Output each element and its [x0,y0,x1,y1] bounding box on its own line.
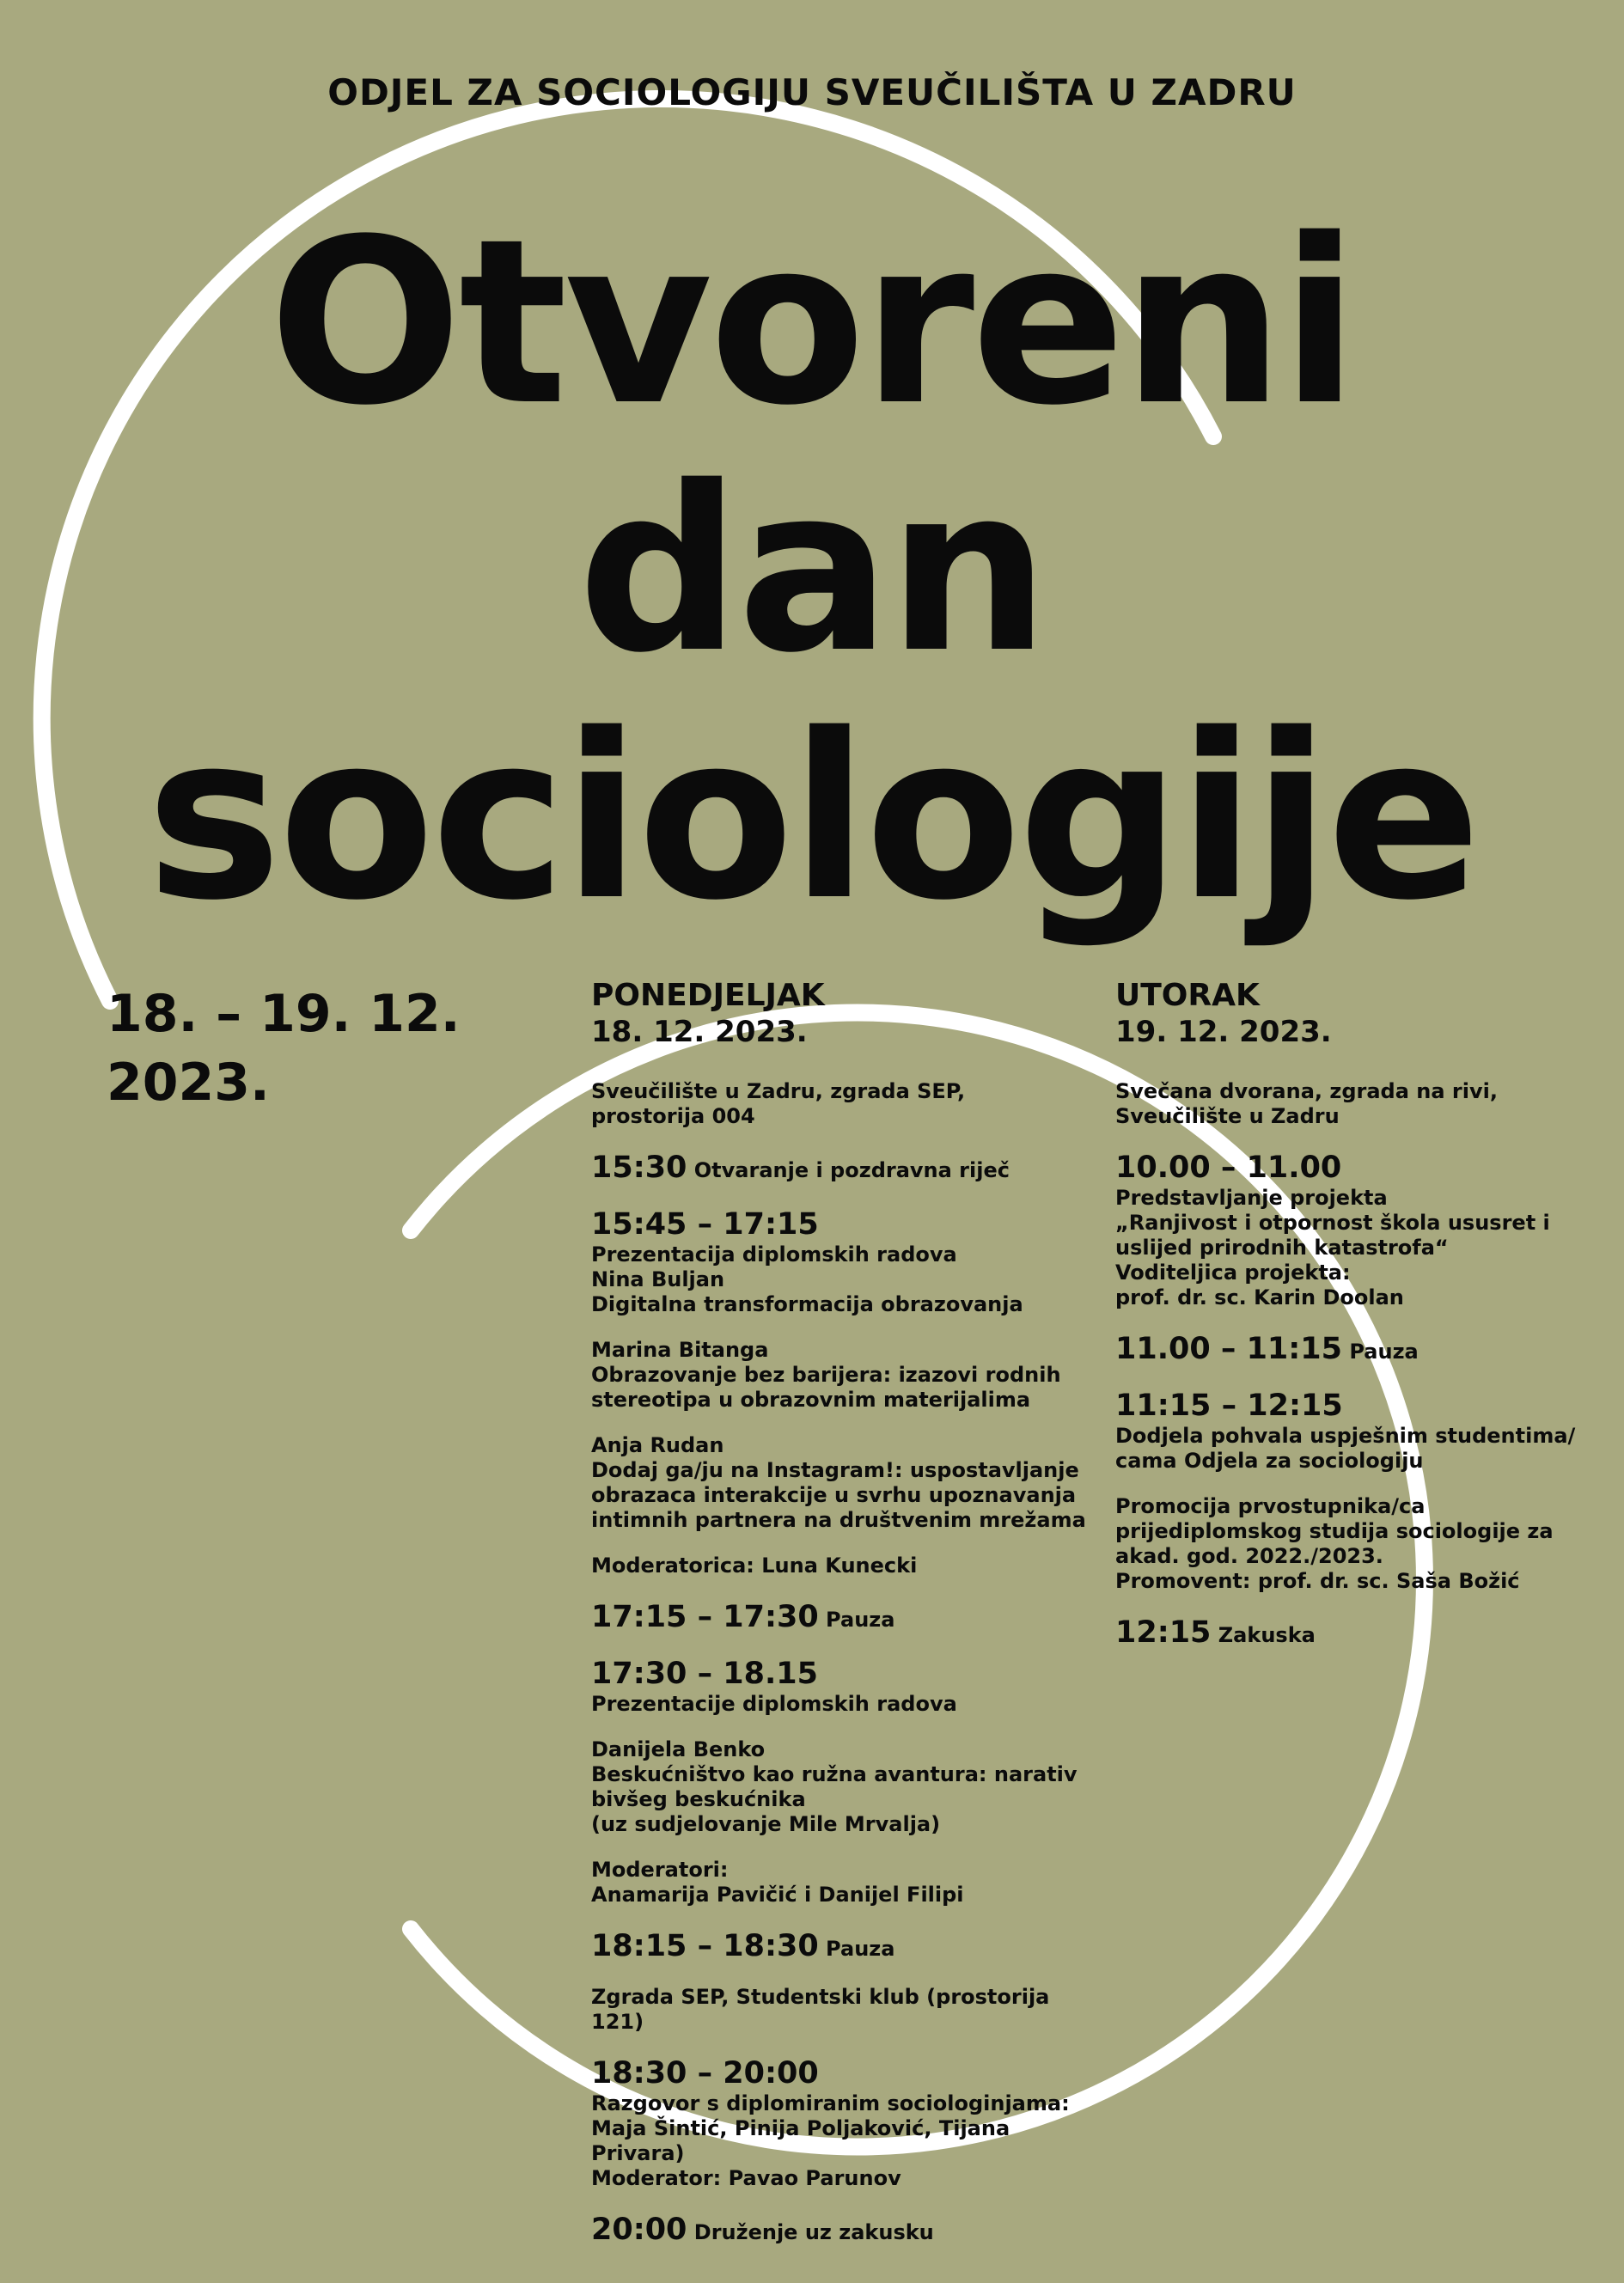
monday-session-break-1 [591,1599,1107,1635]
dates-line-1: 18. – 19. 12. [107,984,461,1044]
event-dates [107,980,461,1117]
tuesday-session-awards: 11:15 – 12:15 Dodjela pohvala uspješnim studentima/ cama Odjela za sociologiju [1115,1388,1614,1474]
session-label: Pauza [826,1608,895,1632]
tuesday-date: 19. 12. 2023. [1115,1015,1332,1049]
monday-presentation-benko: Danijela Benko Beskućništvo kao ružna avantura: narativ bivšeg beskućnika (uz sudjelovanje Mile Mrvalja) [591,1737,1078,1836]
session-time: 17:30 – 18.15 [591,1657,818,1691]
session-label: Pauza [826,1937,895,1961]
monday-moderator-1: Moderatorica: Luna Kunecki [591,1554,918,1578]
session-time: 15:45 – 17:15 [591,1207,819,1242]
session-time: 11.00 – 11:15 [1115,1332,1342,1366]
monday-moderators-2: Moderatori: Anamarija Pavičić i Danijel Filipi [591,1858,964,1907]
monday-session-opening [591,1150,1107,1186]
session-time: 18:15 – 18:30 [591,1929,819,1963]
session-label: Zakuska [1218,1623,1316,1647]
monday-presentation-rudan: Anja Rudan Dodaj ga/ju na Instagram!: uspostavljanje obrazaca interakcije u svrhu upoznavanja intimnih partnera na društvenim mrežama [591,1433,1086,1532]
title-line-3: sociologije [146,686,1478,950]
tuesday-schedule [1115,978,1614,1671]
monday-presentation-bitanga: Marina Bitanga Obrazovanje bez barijera: izazovi rodnih stereotipa u obrazovnim materijalima [591,1338,1061,1412]
title-line-1: Otvoreni [268,191,1356,455]
monday-session-talk: 18:30 – 20:00 Razgovor s diplomiranim sociologinjama: Maja Šintić, Pinija Poljaković, Tijana Privara) Moderator: Pavao Parunov [591,2055,1107,2191]
session-time: 12:15 [1115,1615,1212,1650]
tuesday-venue: Svečana dvorana, zgrada na rivi, Sveučilište u Zadru [1115,1079,1498,1128]
monday-date: 18. 12. 2023. [591,1015,808,1049]
tuesday-session-refreshments [1115,1615,1614,1651]
event-title [0,191,1624,950]
monday-schedule [591,978,1107,2268]
session-time: 15:30 [591,1151,687,1185]
monday-day-name: PONEDJELJAK [591,978,825,1013]
session-label: Pauza [1349,1340,1419,1364]
session-time: 20:00 [591,2213,687,2247]
title-line-2: dan [577,438,1047,703]
tuesday-session-break [1115,1331,1614,1367]
monday-session-break-2 [591,1928,1107,1964]
session-time: 10.00 – 11.00 [1115,1151,1342,1185]
monday-session-presentations-2: 17:30 – 18.15 Prezentacije diplomskih radova [591,1656,1107,1717]
session-label: Otvaranje i pozdravna riječ [693,1158,1010,1182]
monday-session-presentations-1: 15:45 – 17:15 Prezentacija diplomskih radova Nina Buljan Digitalna transformacija obrazovanja [591,1206,1107,1317]
monday-venue: Sveučilište u Zadru, zgrada SEP, prostorija 004 [591,1079,966,1128]
tuesday-day-name: UTORAK [1115,978,1260,1013]
session-time: 18:30 – 20:00 [591,2056,819,2091]
tuesday-promotion: Promocija prvostupnika/ca prijediplomskog studija sociologije za akad. god. 2022./2023. Promovent: prof. dr. sc. Saša Božić [1115,1494,1554,1593]
session-time: 17:15 – 17:30 [591,1600,819,1634]
monday-venue-2: Zgrada SEP, Studentski klub (prostorija 121) [591,1985,1050,2034]
session-time: 11:15 – 12:15 [1115,1389,1343,1423]
dates-line-2: 2023. [107,1053,270,1113]
tuesday-session-project: 10.00 – 11.00 Predstavljanje projekta „Ranjivost i otpornost škola ususret i uslijed prirodnih katastrofa“ Voditeljica projekta: prof. dr. sc. Karin Doolan [1115,1150,1614,1310]
monday-session-social [591,2212,1107,2248]
department-header: ODJEL ZA SOCIOLOGIJU SVEUČILIŠTA U ZADRU [327,71,1297,113]
session-label: Druženje uz zakusku [693,2220,934,2244]
